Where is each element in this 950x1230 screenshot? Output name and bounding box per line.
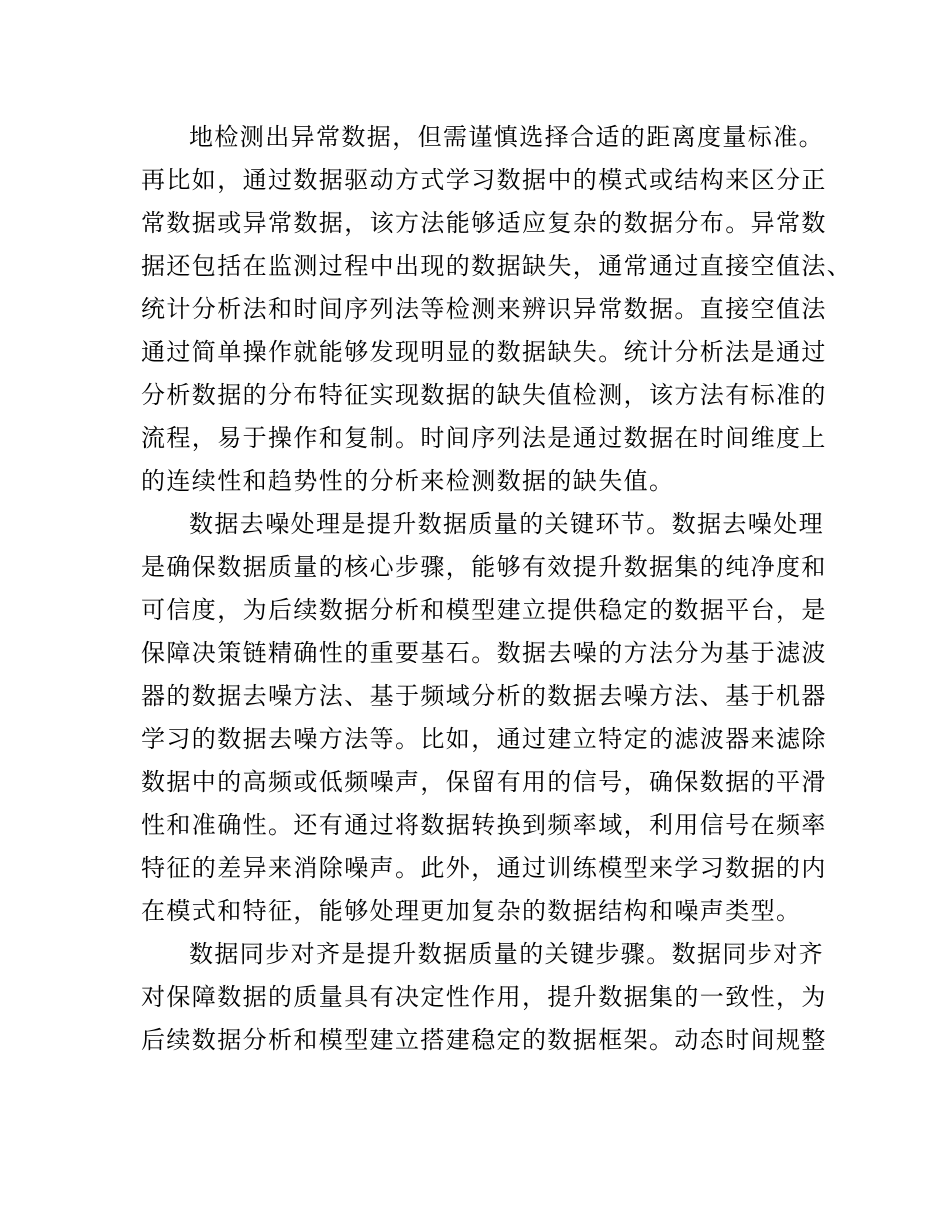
text-line: 器的数据去噪方法、基于频域分析的数据去噪方法、基于机器 [141,682,827,710]
text-line: 学习的数据去噪方法等。比如，通过建立特定的滤波器来滤除 [141,725,827,753]
text-line: 据还包括在监测过程中出现的数据缺失，通常通过直接空值法、 [141,252,853,280]
text-line: 的连续性和趋势性的分析来检测数据的缺失值。 [141,467,675,495]
text-line: 统计分析法和时间序列法等检测来辨识异常数据。直接空值法 [141,295,827,323]
text-line: 通过简单操作就能够发现明显的数据缺失。统计分析法是通过 [141,338,827,366]
text-line: 再比如，通过数据驱动方式学习数据中的模式或结构来区分正 [141,166,827,194]
text-line: 特征的差异来消除噪声。此外，通过训练模型来学习数据的内 [141,854,827,882]
text-line: 数据中的高频或低频噪声，保留有用的信号，确保数据的平滑 [141,768,827,796]
text-line: 性和准确性。还有通过将数据转换到频率域，利用信号在频率 [141,811,827,839]
paragraph-3 [141,933,827,1062]
text-line: 保障决策链精确性的重要基石。数据去噪的方法分为基于滤波 [141,639,827,667]
paragraph-1 [141,116,853,503]
text-line: 流程，易于操作和复制。时间序列法是通过数据在时间维度上 [141,424,827,452]
text-line: 数据同步对齐是提升数据质量的关键步骤。数据同步对齐 [189,940,824,968]
text-line: 数据去噪处理是提升数据质量的关键环节。数据去噪处理 [189,510,824,538]
text-line: 后续数据分析和模型建立搭建稳定的数据框架。动态时间规整 [141,1026,827,1054]
text-line: 可信度，为后续数据分析和模型建立提供稳定的数据平台，是 [141,596,827,624]
text-line: 地检测出异常数据，但需谨慎选择合适的距离度量标准。 [189,123,824,151]
paragraph-2 [141,503,827,933]
text-line: 分析数据的分布特征实现数据的缺失值检测，该方法有标准的 [141,381,827,409]
document-body [141,116,853,1062]
text-line: 在模式和特征，能够处理更加复杂的数据结构和噪声类型。 [141,897,802,925]
text-line: 常数据或异常数据，该方法能够适应复杂的数据分布。异常数 [141,209,827,237]
text-line: 对保障数据的质量具有决定性作用，提升数据集的一致性，为 [141,983,827,1011]
text-line: 是确保数据质量的核心步骤，能够有效提升数据集的纯净度和 [141,553,827,581]
